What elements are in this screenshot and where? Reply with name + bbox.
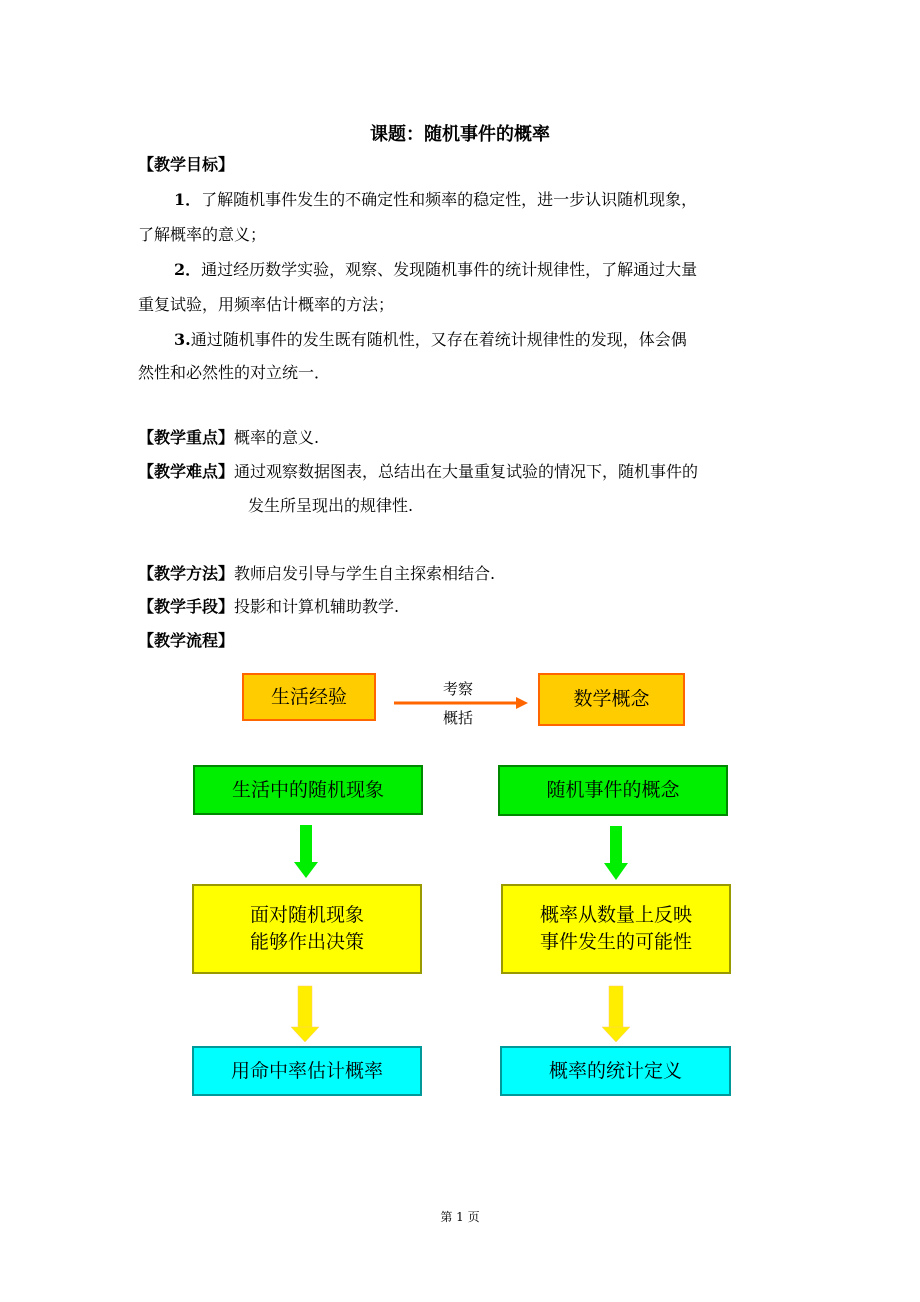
box-life-experience: 生活经验 [242, 673, 376, 721]
box-hit-rate: 用命中率估计概率 [192, 1046, 422, 1096]
arrow-label-summarize: 概括 [443, 709, 474, 727]
process-heading: 【教学流程】 [138, 631, 235, 650]
goal-3-cont: 然性和必然性的对立统一． [138, 363, 331, 382]
arrow-label-observe: 考察 [443, 680, 474, 698]
means: 【教学手段】投影和计算机辅助教学. [138, 597, 400, 616]
goal-1-cont: 了解概率的意义； [138, 225, 267, 244]
box-probability-meaning: 概率从数量上反映 事件发生的可能性 [501, 884, 731, 974]
green-down-arrow-icon [294, 825, 318, 878]
key-point: 【教学重点】概率的意义. [138, 428, 320, 447]
orange-arrow-icon [394, 697, 528, 709]
yellow-down-arrow-icon [602, 986, 630, 1042]
green-down-arrow-icon [604, 826, 628, 880]
box-statistical-definition: 概率的统计定义 [500, 1046, 731, 1096]
box-random-phenomena: 生活中的随机现象 [193, 765, 423, 815]
goal-3: 3.通过随机事件的发生既有随机性，又存在着统计规律性的发现，体会偶 [174, 330, 687, 349]
method: 【教学方法】教师启发引导与学生自主探索相结合. [138, 564, 496, 583]
goal-2: 2．通过经历数学实验，观察、发现随机事件的统计规律性，了解通过大量 [174, 260, 698, 279]
yellow-down-arrow-icon [291, 986, 319, 1042]
box-random-event-concept: 随机事件的概念 [498, 765, 728, 816]
difficulty: 【教学难点】通过观察数据图表，总结出在大量重复试验的情况下，随机事件的 [138, 462, 699, 481]
difficulty-cont: 发生所呈现出的规律性. [248, 496, 414, 515]
goal-1: 1．了解随机事件发生的不确定性和频率的稳定性，进一步认识随机现象， [174, 190, 698, 209]
goal-2-cont: 重复试验，用频率估计概率的方法； [138, 295, 395, 314]
page-title: 课题：随机事件的概率 [370, 124, 550, 145]
page-number: 第 1 页 [440, 1210, 480, 1224]
box-math-concept: 数学概念 [538, 673, 685, 726]
box-decision: 面对随机现象 能够作出决策 [192, 884, 422, 974]
goals-heading: 【教学目标】 [138, 155, 235, 174]
